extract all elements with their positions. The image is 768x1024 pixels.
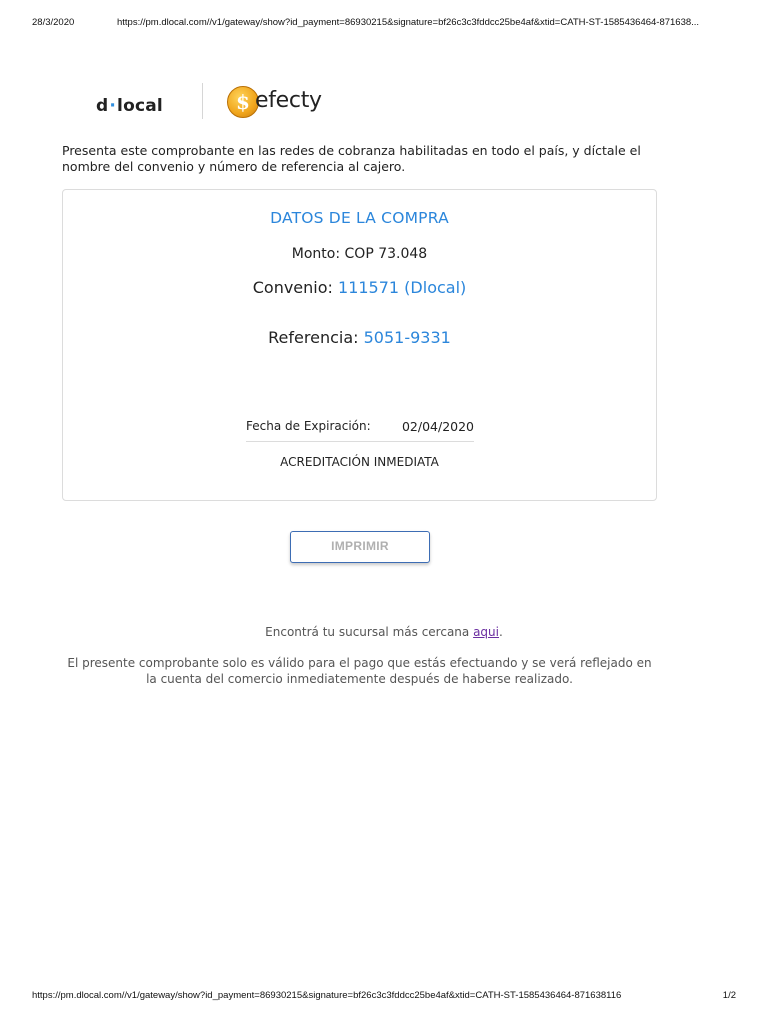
referencia-row <box>63 328 656 347</box>
branch-link[interactable]: aqui <box>473 625 499 639</box>
acreditacion-text: ACREDITACIÓN INMEDIATA <box>280 455 439 469</box>
monto-value: COP 73.048 <box>344 246 428 262</box>
branch-suffix: . <box>499 625 503 639</box>
expiration-row <box>246 419 474 442</box>
expiration-value: 02/04/2020 <box>401 419 474 434</box>
monto-label: Monto: <box>291 246 341 262</box>
efecty-logo <box>227 84 337 120</box>
convenio-row <box>63 278 656 297</box>
print-header <box>32 17 748 31</box>
purchase-card <box>62 189 657 501</box>
print-button[interactable]: IMPRIMIR <box>290 531 430 563</box>
dlocal-logo <box>96 96 163 116</box>
branch-text: Encontrá tu sucursal más cercana <box>265 625 474 639</box>
disclaimer-text: El presente comprobante solo es válido para el pago que estás efectuando y se verá reflejado en la cuenta del comercio inmediatemente después de haberse realizado. <box>67 656 652 686</box>
purchase-title: DATOS DE LA COMPRA <box>270 209 449 227</box>
intro-text: Presenta este comprobante en las redes de cobranza habilitadas en todo el país, y díctale el nombre del convenio y número de referencia al cajero. <box>62 143 641 174</box>
logo-bar <box>96 82 336 122</box>
monto-row <box>63 246 656 262</box>
print-header-url: https://pm.dlocal.com//v1/gateway/show?id_payment=86930215&signature=bf26c3c3fddcc25be4af&xtid=CATH-ST-1585436464-871638... <box>117 17 700 28</box>
logo-divider <box>202 83 203 119</box>
expiration-label: Fecha de Expiración: <box>246 419 371 433</box>
convenio-value: 111571 (Dlocal) <box>338 278 467 297</box>
referencia-label: Referencia: <box>268 328 359 347</box>
print-footer <box>32 990 736 1004</box>
print-date: 28/3/2020 <box>32 17 75 28</box>
referencia-value: 5051-9331 <box>363 328 451 347</box>
page-number: 1/2 <box>722 990 736 1001</box>
branch-finder <box>0 625 768 639</box>
dlocal-logo-d: d <box>96 96 109 116</box>
efecty-logo-text: efecty <box>255 88 322 113</box>
dlocal-logo-local: local <box>117 96 163 116</box>
efecty-coin-icon: $ <box>227 86 259 118</box>
convenio-label: Convenio: <box>252 278 333 297</box>
print-footer-url: https://pm.dlocal.com//v1/gateway/show?id_payment=86930215&signature=bf26c3c3fddcc25be4af&xtid=CATH-ST-1585436464-871638116 <box>32 990 622 1001</box>
dlocal-logo-dot: · <box>109 96 117 116</box>
